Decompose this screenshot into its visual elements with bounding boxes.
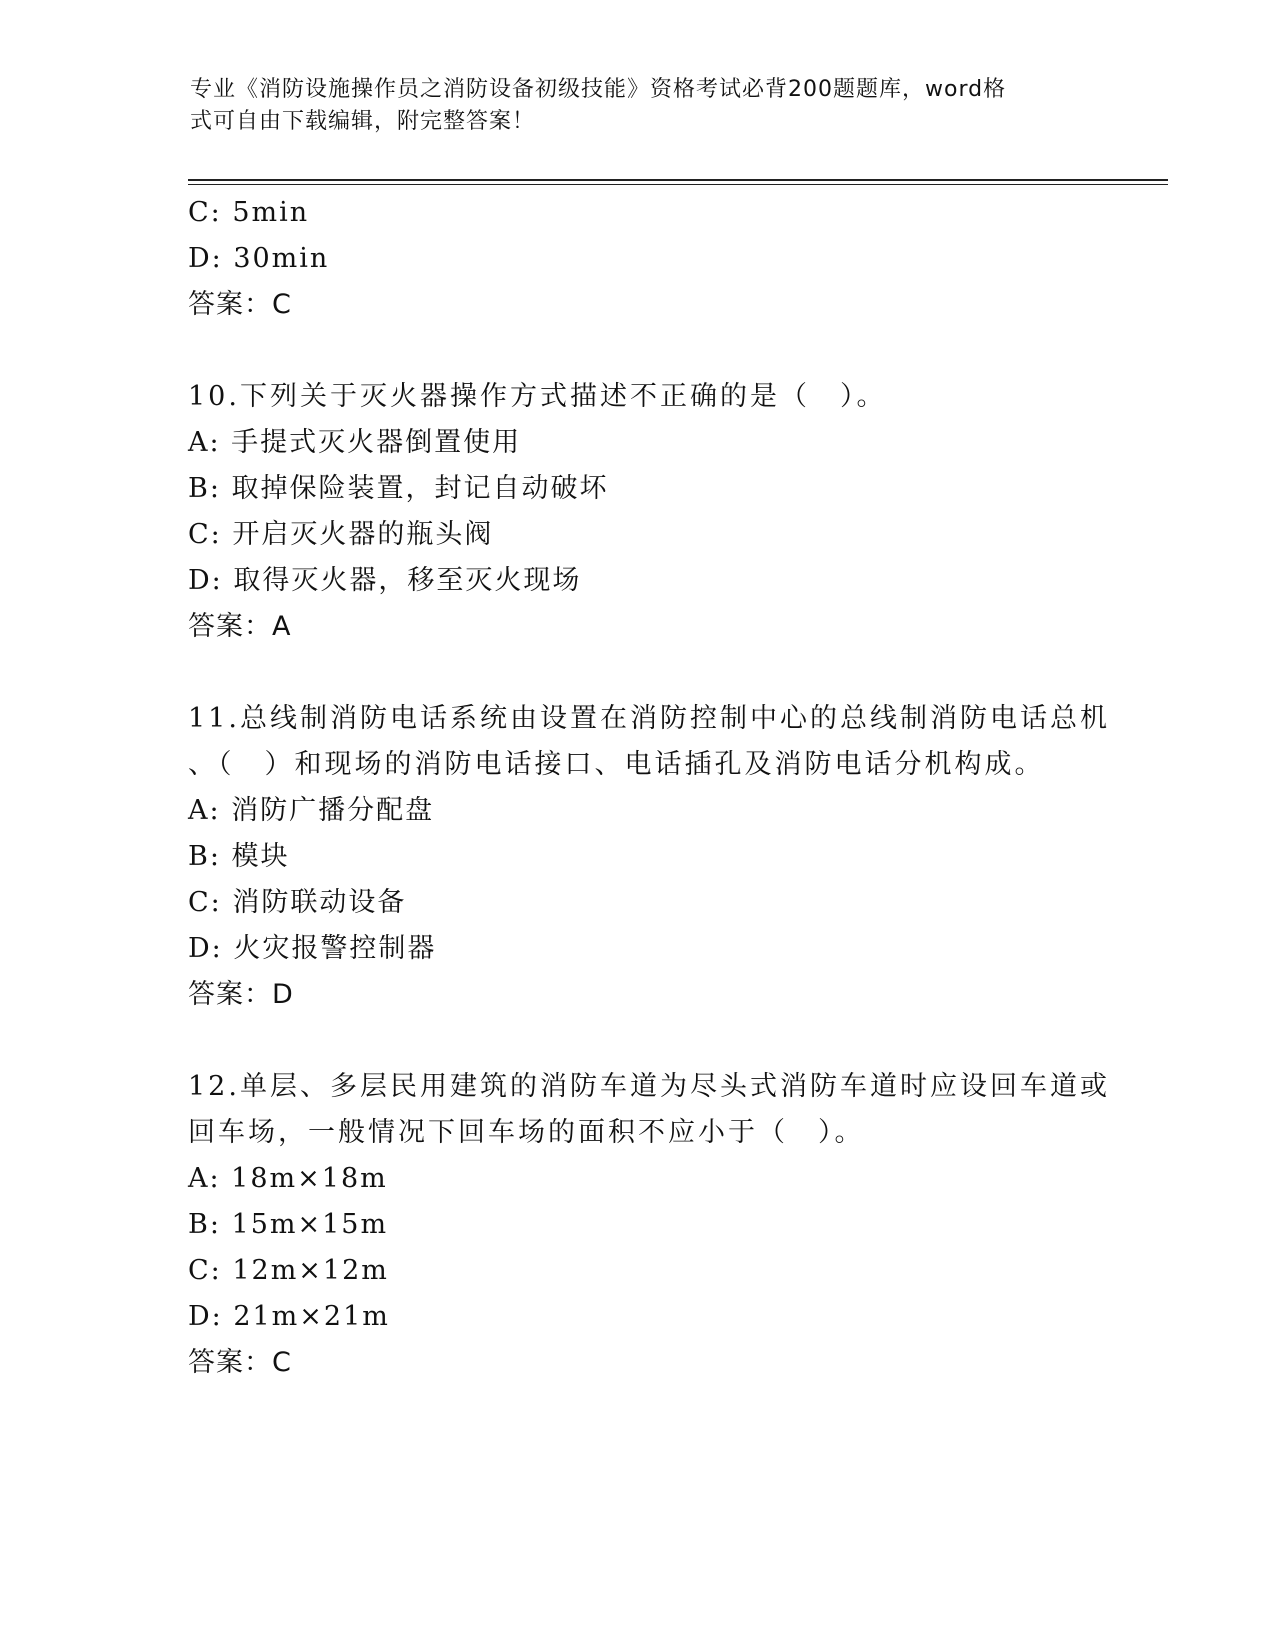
option-b: B: 15m×15m [188, 1209, 389, 1240]
option-a: A: 消防广播分配盘 [188, 795, 435, 826]
prev-option-d: D: 30min [188, 243, 330, 274]
document-header [190, 74, 1090, 138]
prev-option-c: C: 5min [188, 197, 310, 228]
option-d: D: 取得灭火器，移至灭火现场 [188, 565, 582, 596]
header-divider-thin [188, 184, 1168, 185]
answer: 答案：D [188, 979, 294, 1010]
question-block-12 [188, 1064, 1110, 1386]
option-c: C: 消防联动设备 [188, 887, 407, 918]
question-block-11 [188, 696, 1110, 1018]
answer: 答案：C [188, 1347, 292, 1378]
spacer [188, 650, 1088, 696]
option-c: C: 开启灭火器的瓶头阀 [188, 519, 494, 550]
header-divider-thick [188, 179, 1168, 181]
question-stem-continued: 回车场，一般情况下回车场的面积不应小于（ ）。 [188, 1117, 865, 1148]
prev-answer: 答案：C [188, 289, 292, 320]
question-stem-continued: 、（ ）和现场的消防电话接口、电话插孔及消防电话分机构成。 [188, 749, 1045, 780]
header-line-2: 式可自由下载编辑，附完整答案！ [190, 109, 536, 134]
option-a: A: 18m×18m [188, 1163, 388, 1194]
option-d: D: 火灾报警控制器 [188, 933, 437, 964]
header-line-1: 专业《消防设施操作员之消防设备初级技能》资格考试必背200题题库，word格 [190, 77, 1007, 102]
question-content [188, 190, 1110, 1386]
option-b: B: 模块 [188, 841, 290, 872]
spacer [188, 1018, 1088, 1064]
question-stem: 11.总线制消防电话系统由设置在消防控制中心的总线制消防电话总机 [188, 703, 1110, 734]
question-block-10 [188, 374, 1088, 650]
answer: 答案：A [188, 611, 292, 642]
option-a: A: 手提式灭火器倒置使用 [188, 427, 522, 458]
question-stem: 12.单层、多层民用建筑的消防车道为尽头式消防车道时应设回车道或 [188, 1071, 1110, 1102]
option-b: B: 取掉保险装置，封记自动破坏 [188, 473, 609, 504]
option-d: D: 21m×21m [188, 1301, 390, 1332]
question-stem: 10.下列关于灭火器操作方式描述不正确的是（ ）。 [188, 381, 887, 412]
option-c: C: 12m×12m [188, 1255, 389, 1286]
spacer [188, 328, 1088, 374]
